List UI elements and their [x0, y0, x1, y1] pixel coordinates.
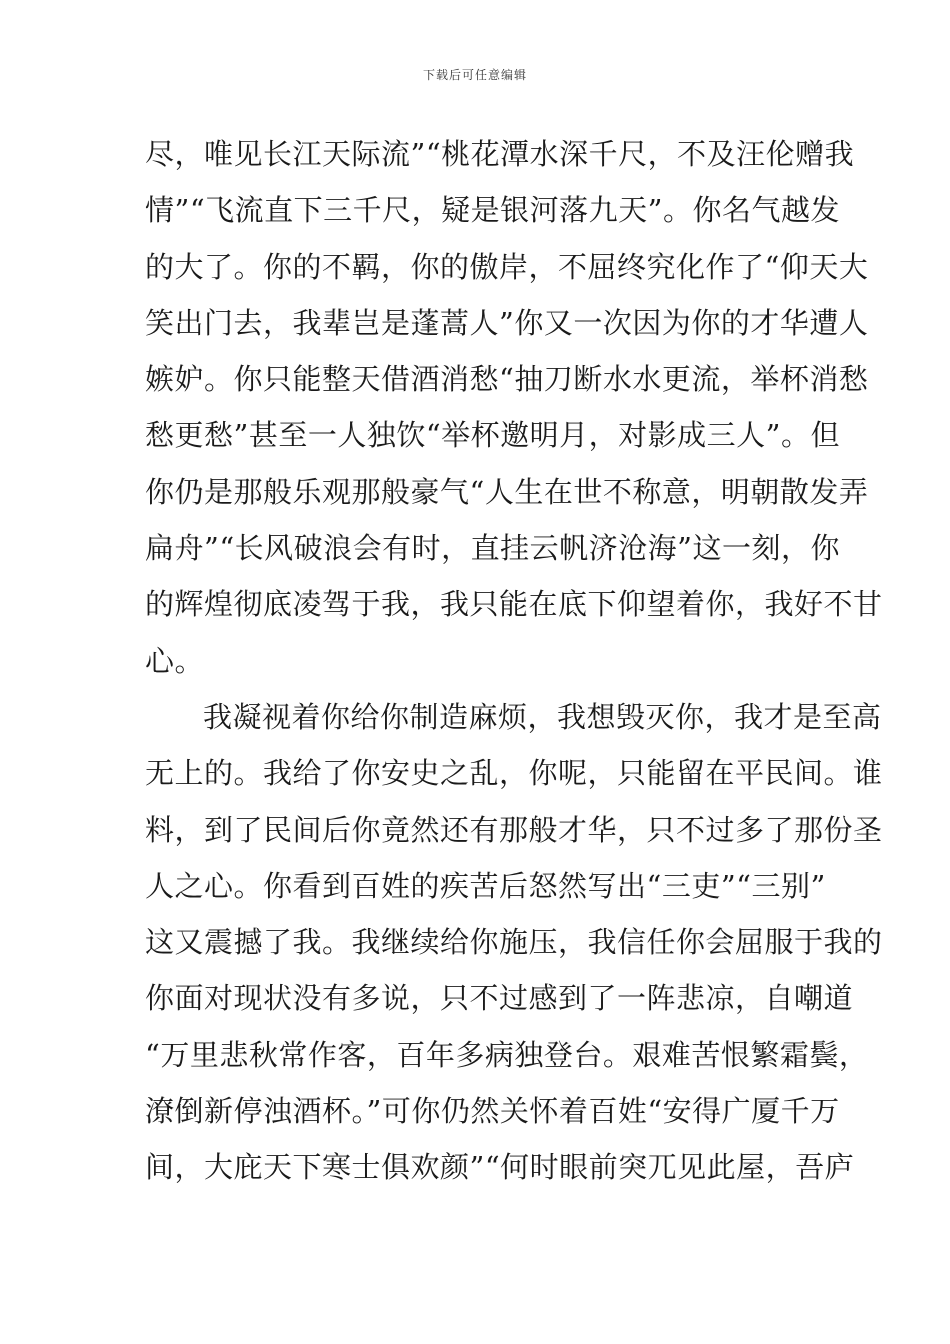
text-line: 这又震撼了我。我继续给你施压，我信任你会屈服于我的: [145, 925, 883, 960]
document-body: [145, 126, 883, 1196]
paragraph-first-line: 我凝视着你给你制造麻烦，我想毁灭你，我才是至高: [203, 699, 882, 734]
text-line: 你仍是那般乐观那般豪气“人生在世不称意，明朝散发弄: [145, 474, 869, 509]
text-line: “万里悲秋常作客，百年多病独登台。艰难苦恨繁霜鬓，: [145, 1037, 869, 1072]
text-line: 的辉煌彻底凌驾于我，我只能在底下仰望着你，我好不甘: [145, 587, 883, 622]
paragraph-end-line: 心。: [145, 643, 205, 678]
text-line: 愁更愁”甚至一人独饮“举杯邀明月，对影成三人”。但: [145, 418, 840, 453]
page-header: 下载后可任意编辑: [422, 68, 527, 82]
text-line: 的大了。你的不羁，你的傲岸，不屈终究化作了“仰天大: [145, 249, 869, 284]
text-line: 情”“飞流直下三千尺，疑是银河落九天”。你名气越发: [145, 193, 840, 228]
text-line: 你面对现状没有多说，只不过感到了一阵悲凉，自嘲道: [145, 981, 854, 1016]
text-line: 嫉妒。你只能整天借酒消愁“抽刀断水水更流，举杯消愁: [145, 362, 869, 397]
text-line: 潦倒新停浊酒杯。”可你仍然关怀着百姓“安得广厦千万: [145, 1094, 840, 1129]
text-line: 笑出门去，我辈岂是蓬蒿人”你又一次因为你的才华遭人: [145, 305, 869, 340]
text-line: 扁舟”“长风破浪会有时，直挂云帆济沧海”这一刻，你: [145, 531, 840, 566]
text-line: 间，大庇天下寒士俱欢颜”“何时眼前突兀见此屋，吾庐: [145, 1150, 855, 1185]
text-line: 料，到了民间后你竟然还有那般才华，只不过多了那份圣: [145, 812, 883, 847]
text-line: 尽，唯见长江天际流”“桃花潭水深千尺，不及汪伦赠我: [145, 137, 855, 171]
text-line: 无上的。我给了你安史之乱，你呢，只能留在平民间。谁: [145, 756, 883, 791]
text-line: 人之心。你看到百姓的疾苦后怒然写出“三吏”“三别”: [145, 868, 826, 903]
